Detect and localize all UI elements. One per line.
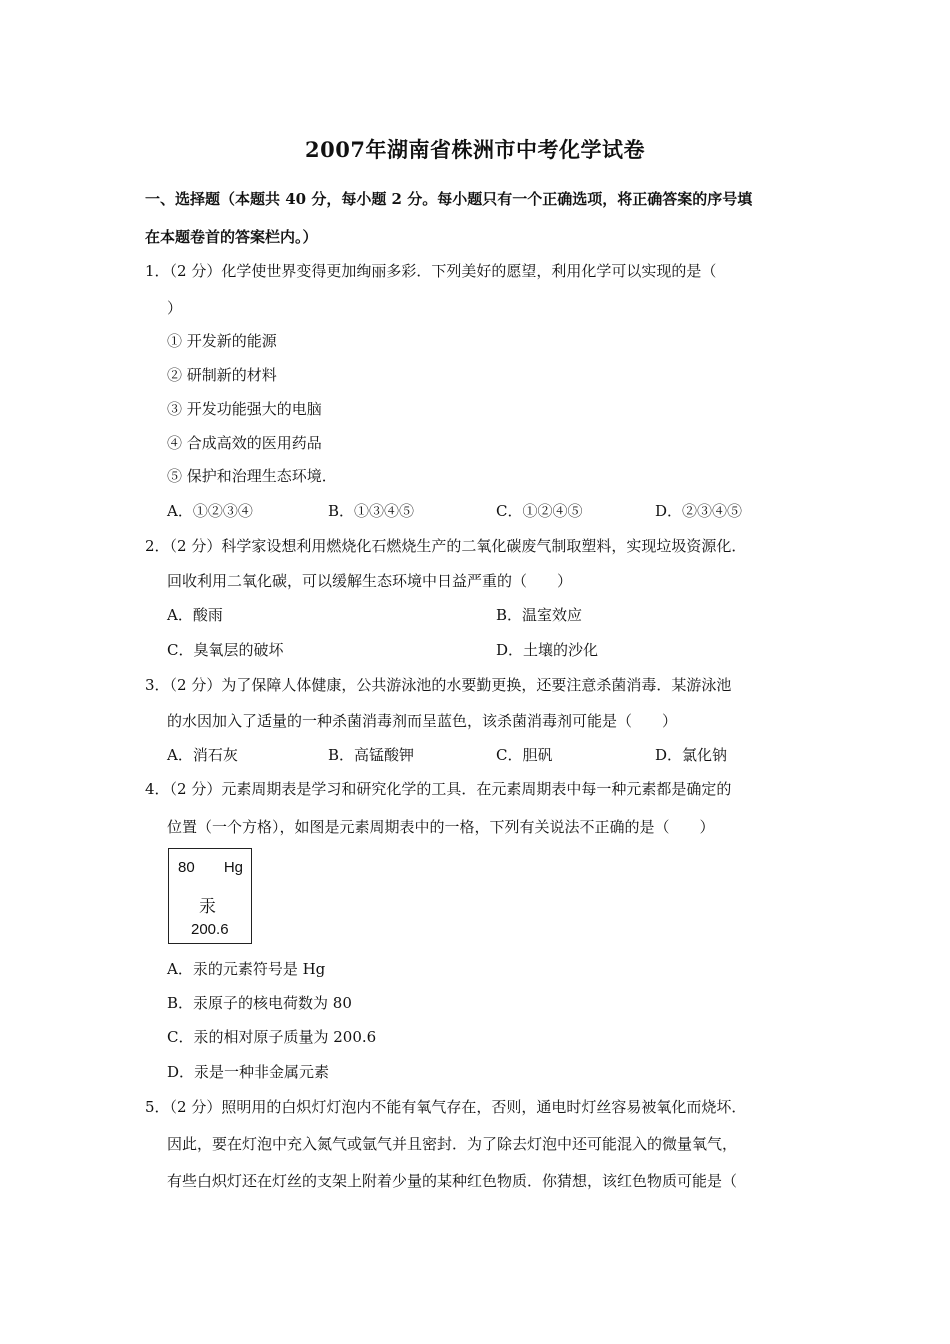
q1-option-d: D．②③④⑤	[655, 502, 743, 520]
q1-item-2: ② 研制新的材料	[167, 366, 277, 384]
q5-stem-line3: 有些白炽灯还在灯丝的支架上附着少量的某种红色物质．你猜想，该红色物质可能是（	[167, 1172, 738, 1190]
q3-stem-line2: 的水因加入了适量的一种杀菌消毒剂而呈蓝色，该杀菌消毒剂可能是（ ）	[167, 712, 678, 730]
q3-stem-line1: 3．（2 分）为了保障人体健康，公共游泳池的水要勤更换，还要注意杀菌消毒．某游泳池	[145, 676, 732, 694]
q1-stem-line1: 1．（2 分）化学使世界变得更加绚丽多彩．下列美好的愿望，利用化学可以实现的是（	[145, 262, 717, 280]
section-heading-line2: 在本题卷首的答案栏内。）	[145, 228, 318, 246]
q1-item-5: ⑤ 保护和治理生态环境．	[167, 467, 337, 485]
page-title: 2007年湖南省株洲市中考化学试卷	[305, 137, 645, 162]
element-name: 汞	[199, 897, 216, 916]
q4-option-b: B．汞原子的核电荷数为 80	[167, 994, 352, 1012]
q2-option-b: B．温室效应	[496, 606, 583, 624]
q1-item-1: ① 开发新的能源	[167, 332, 277, 350]
q4-option-a: A．汞的元素符号是 Hg	[167, 960, 326, 978]
q2-option-c: C．臭氧层的破坏	[167, 641, 284, 659]
section-heading-line1: 一、选择题（本题共 40 分，每小题 2 分。每小题只有一个正确选项，将正确答案的序号填	[145, 190, 753, 208]
q2-stem-line2: 回收利用二氧化碳，可以缓解生态环境中日益严重的（ ）	[167, 572, 573, 590]
q1-option-b: B．①③④⑤	[328, 502, 415, 520]
q5-stem-line1: 5．（2 分）照明用的白炽灯灯泡内不能有氧气存在，否则，通电时灯丝容易被氧化而烧坏．	[145, 1098, 747, 1116]
element-symbol: Hg	[223, 859, 243, 876]
q1-stem-line2: ）	[167, 299, 183, 317]
q4-option-c: C．汞的相对原子质量为 200.6	[167, 1028, 377, 1046]
q2-option-d: D．土壤的沙化	[496, 641, 599, 659]
q3-option-b: B．高锰酸钾	[328, 746, 415, 764]
atomic-number: 80	[178, 859, 195, 876]
atomic-mass: 200.6	[191, 921, 229, 938]
q3-option-c: C．胆矾	[496, 746, 553, 764]
q3-option-a: A．消石灰	[167, 746, 238, 764]
q1-option-a: A．①②③④	[167, 502, 253, 520]
q3-option-d: D．氯化钠	[655, 746, 728, 764]
q1-item-3: ③ 开发功能强大的电脑	[167, 400, 322, 418]
q4-stem-line1: 4．（2 分）元素周期表是学习和研究化学的工具．在元素周期表中每一种元素都是确定的	[145, 780, 732, 798]
q1-option-c: C．①②④⑤	[496, 502, 583, 520]
q4-stem-line2: 位置（一个方格），如图是元素周期表中的一格，下列有关说法不正确的是（ ）	[167, 818, 715, 836]
q4-option-d: D．汞是一种非金属元素	[167, 1063, 330, 1081]
periodic-table-cell	[168, 848, 252, 944]
q5-stem-line2: 因此，要在灯泡中充入氮气或氩气并且密封．为了除去灯泡中还可能混入的微量氧气，	[167, 1135, 738, 1153]
q2-option-a: A．酸雨	[167, 606, 223, 624]
q2-stem-line1: 2．（2 分）科学家设想利用燃烧化石燃烧生产的二氧化碳废气制取塑料，实现垃圾资源化．	[145, 537, 747, 555]
q1-item-4: ④ 合成高效的医用药品	[167, 434, 322, 452]
